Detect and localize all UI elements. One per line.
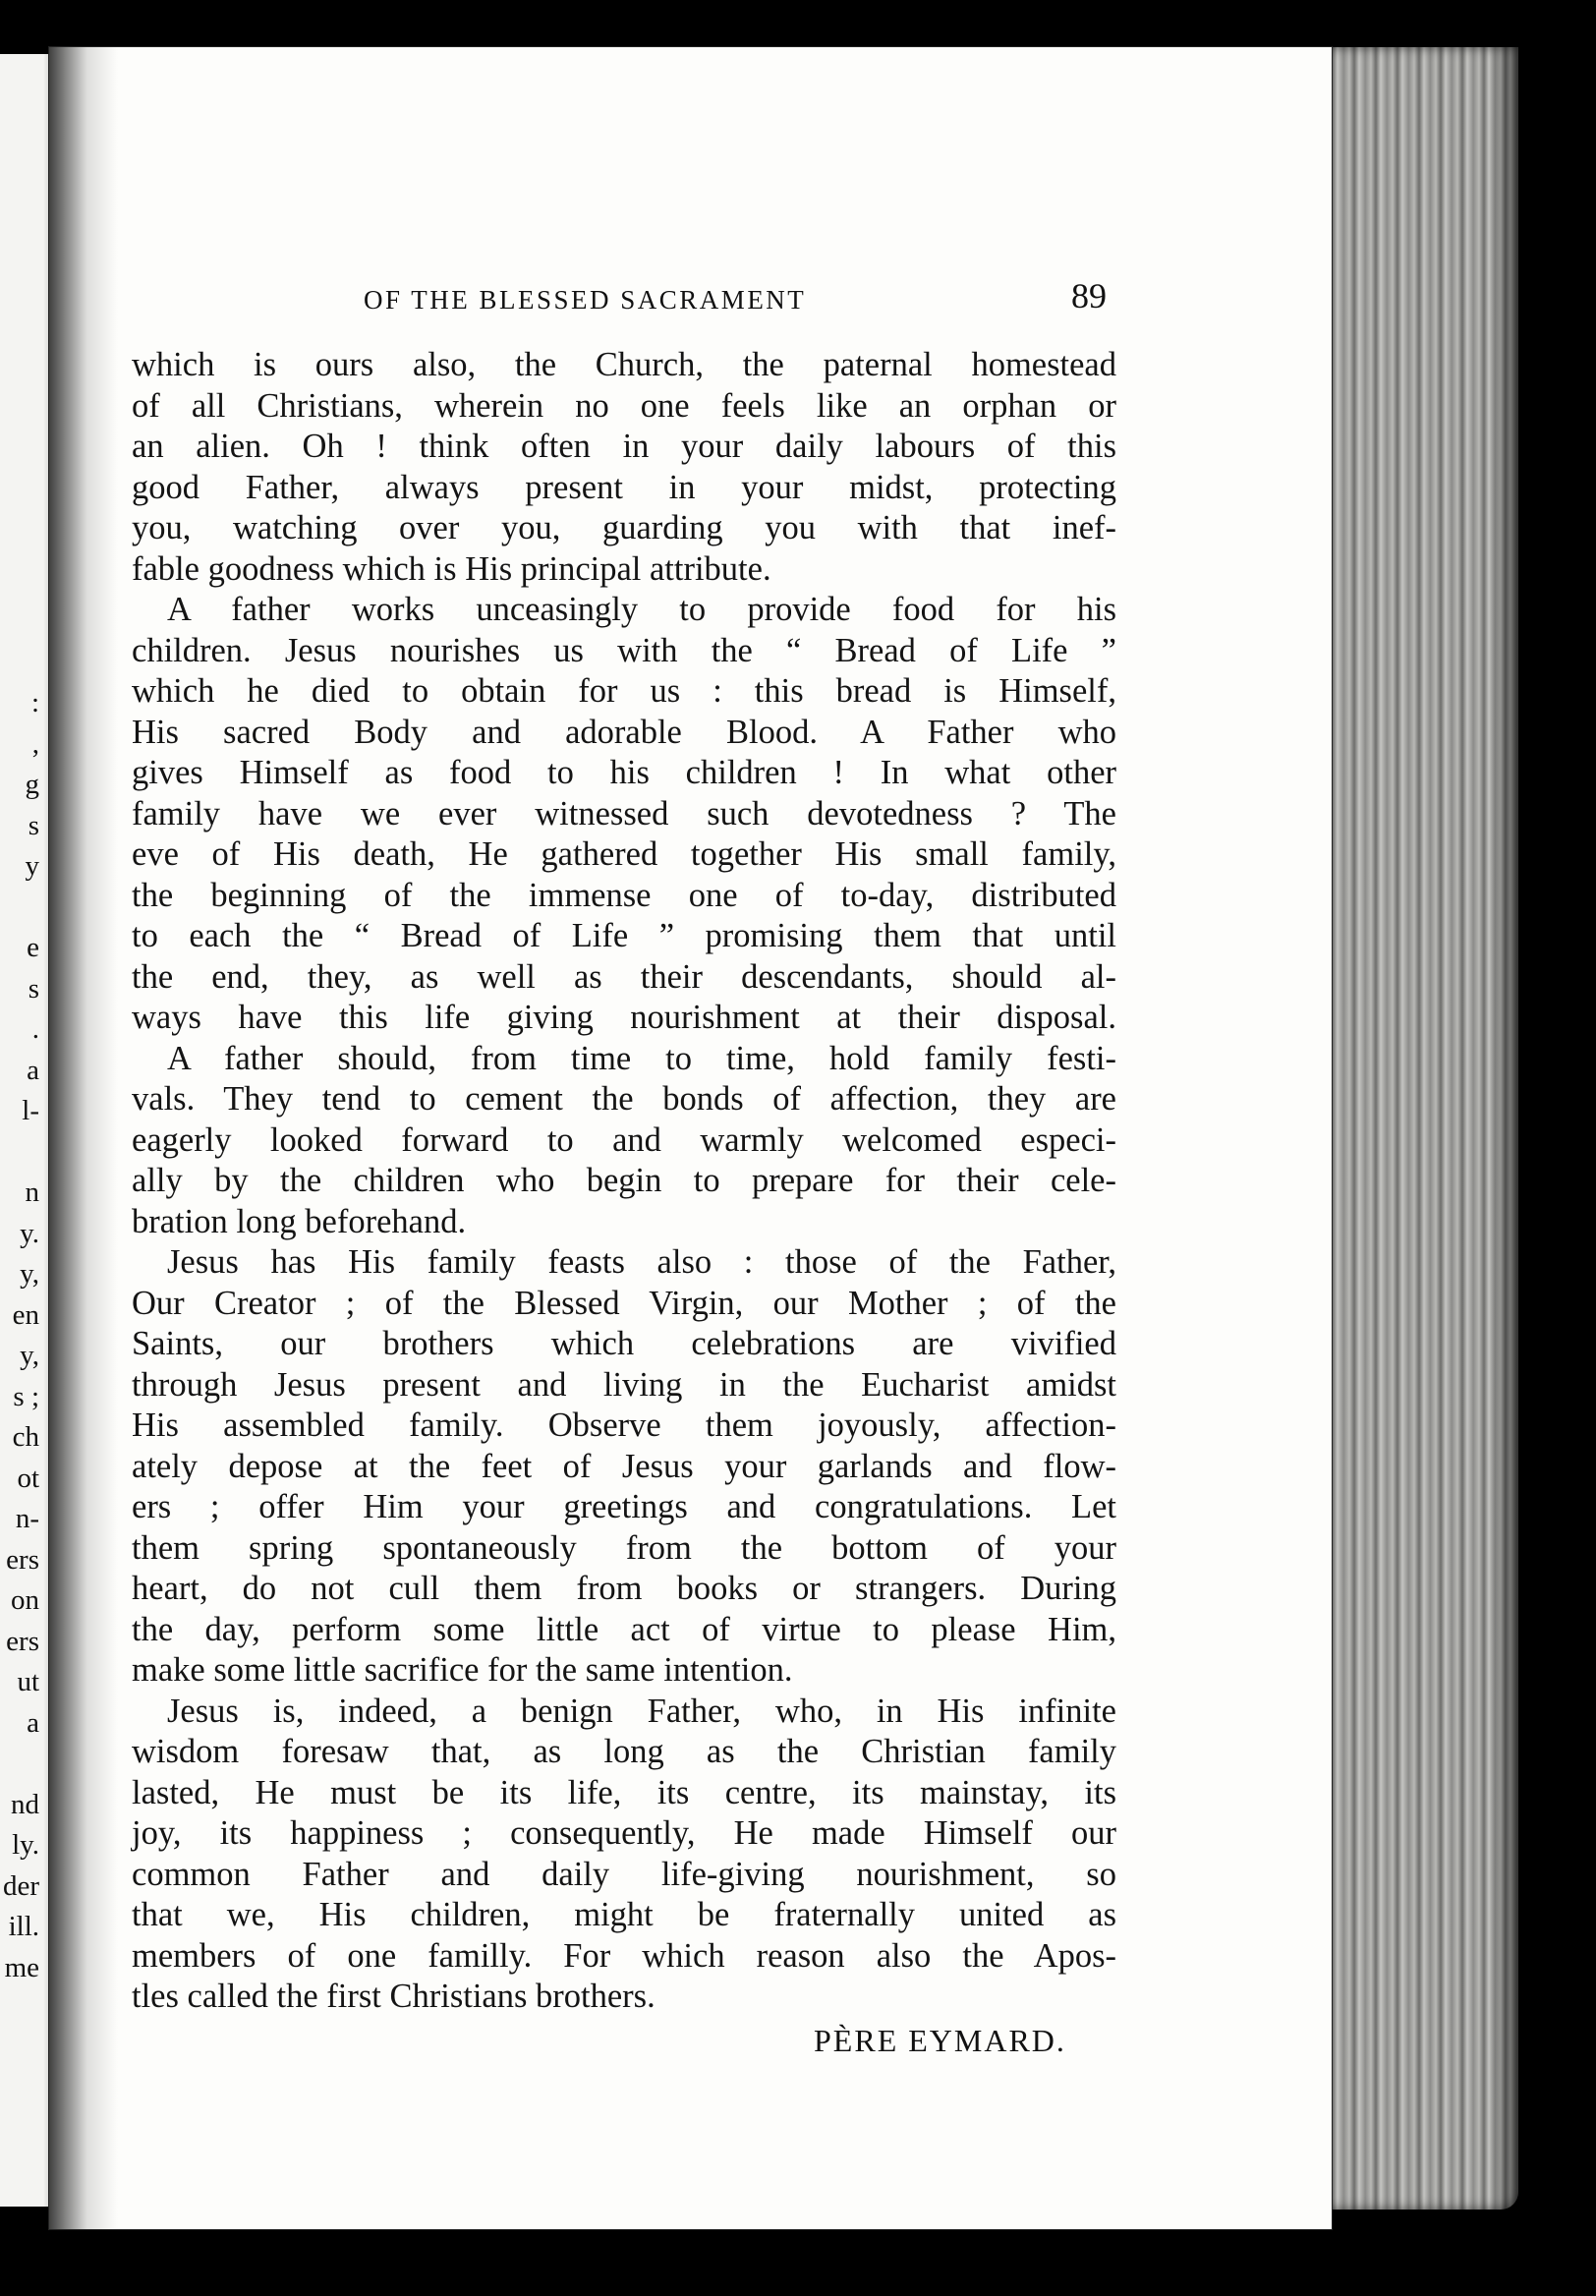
fragment-line: ch <box>12 1421 39 1453</box>
fragment-line: y, <box>20 1258 39 1290</box>
fragment-line: s <box>28 809 39 841</box>
fragment-line: ot <box>17 1462 39 1494</box>
fragment-line: ers <box>6 1543 39 1576</box>
text-line: tles called the first Christians brothers. <box>132 1978 656 2015</box>
text-line: wisdom foresaw that, as long as the Christian family <box>132 1733 1116 1770</box>
text-line: members of one familly. For which reason also the Apos- <box>132 1936 1116 1975</box>
text-line: family have we ever witnessed such devotedness ? The <box>132 794 1116 832</box>
author-signature: PÈRE EYMARD. <box>814 2023 1066 2058</box>
fragment-line: e <box>27 932 39 963</box>
fragment-line: a <box>27 1706 39 1739</box>
text-line: A father should, from time to time, hold family festi- <box>167 1039 1116 1077</box>
facing-page-text-fragments <box>0 683 39 1988</box>
text-line: the end, they, as well as their descendants, should al- <box>132 957 1116 996</box>
text-line: gives Himself as food to his children ! In what other <box>132 754 1116 791</box>
text-line: an alien. Oh ! think often in your daily labours of this <box>132 428 1116 465</box>
book-page-edges <box>1322 47 1518 2210</box>
text-line: good Father, always present in your midst, protecting <box>132 468 1116 506</box>
page-number: 89 <box>1071 276 1107 316</box>
text-line: ers ; offer Him your greetings and congratulations. Let <box>132 1488 1116 1525</box>
text-line: fable goodness which is His principal attribute. <box>132 549 771 588</box>
fragment-line: s <box>28 972 39 1004</box>
book-page <box>49 47 1332 2229</box>
fragment-line: ut <box>17 1666 39 1697</box>
text-line: joy, its happiness ; consequently, He made Himself our <box>132 1814 1116 1852</box>
fragment-line: g <box>25 769 39 800</box>
fragment-line: y <box>25 850 39 882</box>
text-line: A father works unceasingly to provide food for his <box>167 591 1116 628</box>
text-line: heart, do not cull them from books or strangers. During <box>132 1570 1116 1607</box>
text-line: ways have this life giving nourishment at their disposal. <box>132 999 1116 1036</box>
fragment-line: der <box>2 1869 39 1902</box>
fragment-line <box>0 888 39 929</box>
fragment-line: a <box>27 1054 39 1086</box>
text-line: which he died to obtain for us : this bread is Himself, <box>132 672 1116 710</box>
text-line: make some little sacrifice for the same intention. <box>132 1651 793 1689</box>
fragment-line: n <box>25 1177 39 1208</box>
fragment-line: ers <box>6 1625 39 1657</box>
fragment-line: nd <box>11 1788 39 1820</box>
fragment-line: en <box>12 1298 39 1331</box>
body-text <box>132 345 1116 2018</box>
text-line: His assembled family. Observe them joyously, affection- <box>132 1406 1116 1444</box>
fragment-line: y, <box>20 1340 39 1371</box>
text-line: of all Christians, wherein no one feels like an orphan or <box>132 386 1116 425</box>
fragment-line: . <box>31 1013 39 1045</box>
fragment-line <box>0 1132 39 1174</box>
text-line: Our Creator ; of the Blessed Virgin, our Mother ; of the <box>132 1284 1116 1322</box>
text-line: children. Jesus nourishes us with the “ Bread of Life ” <box>132 631 1116 669</box>
text-line: the beginning of the immense one of to-day, distributed <box>132 876 1116 914</box>
fragment-line: s ; <box>13 1380 39 1412</box>
text-line: vals. They tend to cement the bonds of affection, they are <box>132 1080 1116 1118</box>
text-line: the day, perform some little act of virtue to please Him, <box>132 1610 1116 1648</box>
text-line: lasted, He must be its life, its centre, its mainstay, its <box>132 1773 1116 1811</box>
text-line: which is ours also, the Church, the paternal homestead <box>132 346 1116 383</box>
text-line: to each the “ Bread of Life ” promising them that until <box>132 917 1116 954</box>
text-line: eagerly looked forward to and warmly welcomed especi- <box>132 1120 1116 1159</box>
fragment-line <box>0 1744 39 1785</box>
text-line: Saints, our brothers which celebrations are vivified <box>132 1325 1116 1362</box>
text-line: through Jesus present and living in the Eucharist amidst <box>132 1365 1116 1404</box>
text-line: Jesus is, indeed, a benign Father, who, in His infinite <box>167 1692 1116 1730</box>
text-line: them spring spontaneously from the bottom of your <box>132 1528 1116 1567</box>
fragment-line: on <box>11 1584 39 1616</box>
fragment-line: me <box>4 1951 39 1983</box>
binding-shadow <box>49 47 118 2229</box>
text-line: eve of His death, He gathered together His small family, <box>132 835 1116 873</box>
running-head: OF THE BLESSED SACRAMENT <box>364 285 807 315</box>
text-line: common Father and daily life-giving nourishment, so <box>132 1855 1116 1893</box>
fragment-line: ill. <box>8 1911 39 1942</box>
text-line: Jesus has His family feasts also : those of the Father, <box>167 1243 1116 1281</box>
page-edges-shadow <box>1489 47 1518 2210</box>
text-line: that we, His children, might be fraternally united as <box>132 1896 1116 1933</box>
text-line: bration long beforehand. <box>132 1202 467 1240</box>
text-line: His sacred Body and adorable Blood. A Father who <box>132 713 1116 751</box>
fragment-line: l- <box>22 1095 39 1126</box>
fragment-line: n- <box>15 1503 39 1534</box>
text-line: ally by the children who begin to prepare for their cele- <box>132 1162 1116 1199</box>
text-line: you, watching over you, guarding you with that inef- <box>132 509 1116 546</box>
fragment-line: , <box>31 727 39 760</box>
fragment-line: ly. <box>12 1829 39 1861</box>
fragment-line: : <box>30 687 39 718</box>
fragment-line: y. <box>20 1217 39 1249</box>
text-line: ately depose at the feet of Jesus your garlands and flow- <box>132 1447 1116 1485</box>
